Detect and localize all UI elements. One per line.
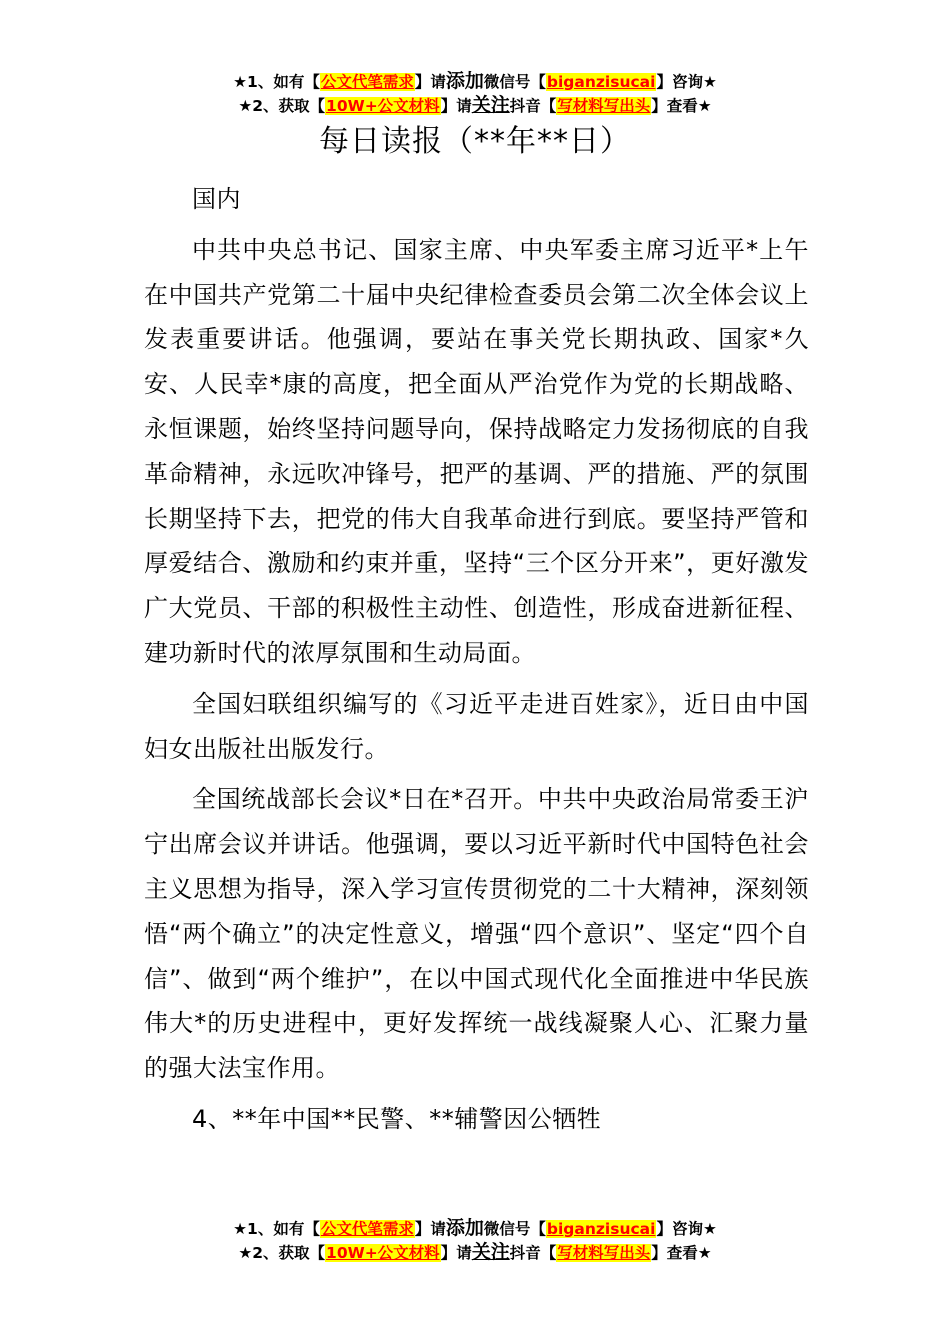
promo-text: ★2、获取【 [238,1244,326,1262]
promo-text: 微信号【 [483,1220,546,1238]
promo-highlight-service: 公文代笔需求 [320,73,414,91]
promo-text: ★2、获取【 [238,97,326,115]
promo-line-1 [0,1217,950,1241]
promo-text: 】咨询★ [656,73,717,91]
promo-text: 微信号【 [483,73,546,91]
promo-text: 】查看★ [651,97,712,115]
document-body [144,177,809,1142]
promo-text: 抖音【 [509,97,557,115]
promo-text: 】查看★ [651,1244,712,1262]
paragraph-2: 全国妇联组织编写的《习近平走进百姓家》，近日由中国妇女出版社出版发行。 [144,689,809,763]
top-promo-banner [0,70,950,118]
promo-highlight-wechat-id: biganzisucai [546,1220,656,1238]
promo-text: 抖音【 [509,1244,557,1262]
promo-highlight-materials: 10W+公文材料 [326,97,440,115]
paragraph-4: 4、**年中国**民警、**辅警因公牺牲 [192,1104,602,1133]
promo-line-2 [0,1241,950,1265]
promo-highlight-douyin: 写材料写出头 [557,1244,651,1262]
promo-line-1 [0,70,950,94]
promo-highlight-materials: 10W+公文材料 [326,1244,440,1262]
promo-text: 】咨询★ [656,1220,717,1238]
promo-text: 】请 [440,1244,472,1262]
promo-emphasis: 关注 [471,94,510,116]
promo-emphasis: 添加 [445,70,484,92]
promo-text: 】请 [414,1220,446,1238]
paragraph-3: 全国统战部长会议*日在*召开。中共中央政治局常委王沪宁出席会议并讲话。他强调，要以习近平新时代中国特色社会主义思想为指导，深入学习宣传贯彻党的二十大精神，深刻领悟“两个确立”的决定性意义，增强“四个意识”、坚定“四个自信”、做到“两个维护”，在以中国式现代化全面推进中华民族伟大*的历史进程中，更好发挥统一战线凝聚人心、汇聚力量的强大法宝作用。 [144,785,809,1083]
promo-text: 】请 [440,97,472,115]
promo-highlight-wechat-id: biganzisucai [546,73,656,91]
promo-emphasis: 关注 [471,1241,510,1263]
promo-text: ★1、如有【 [233,1220,320,1238]
promo-text: 】请 [414,73,446,91]
promo-highlight-douyin: 写材料写出头 [557,97,651,115]
promo-line-2 [0,94,950,118]
promo-text: ★1、如有【 [233,73,320,91]
promo-emphasis: 添加 [445,1217,484,1239]
paragraph-1: 中共中央总书记、国家主席、中央军委主席习近平*上午在中国共产党第二十届中央纪律检查委员会第二次全体会议上发表重要讲话。他强调，要站在事关党长期执政、国家*久安、人民幸*康的高度，把全面从严治党作为党的长期战略、永恒课题，始终坚持问题导向，保持战略定力发扬彻底的自我革命精神，永远吹冲锋号，把严的基调、严的措施、严的氛围长期坚持下去，把党的伟大自我革命进行到底。要坚持严管和厚爱结合、激励和约束并重，坚持“三个区分开来”，更好激发广大党员、干部的积极性主动性、创造性，形成奋进新征程、建功新时代的浓厚氛围和生动局面。 [144,235,809,667]
document-title: 每日读报（**年**日） [319,124,631,159]
promo-highlight-service: 公文代笔需求 [320,1220,414,1238]
section-heading: 国内 [192,185,241,213]
bottom-promo-banner [0,1217,950,1265]
